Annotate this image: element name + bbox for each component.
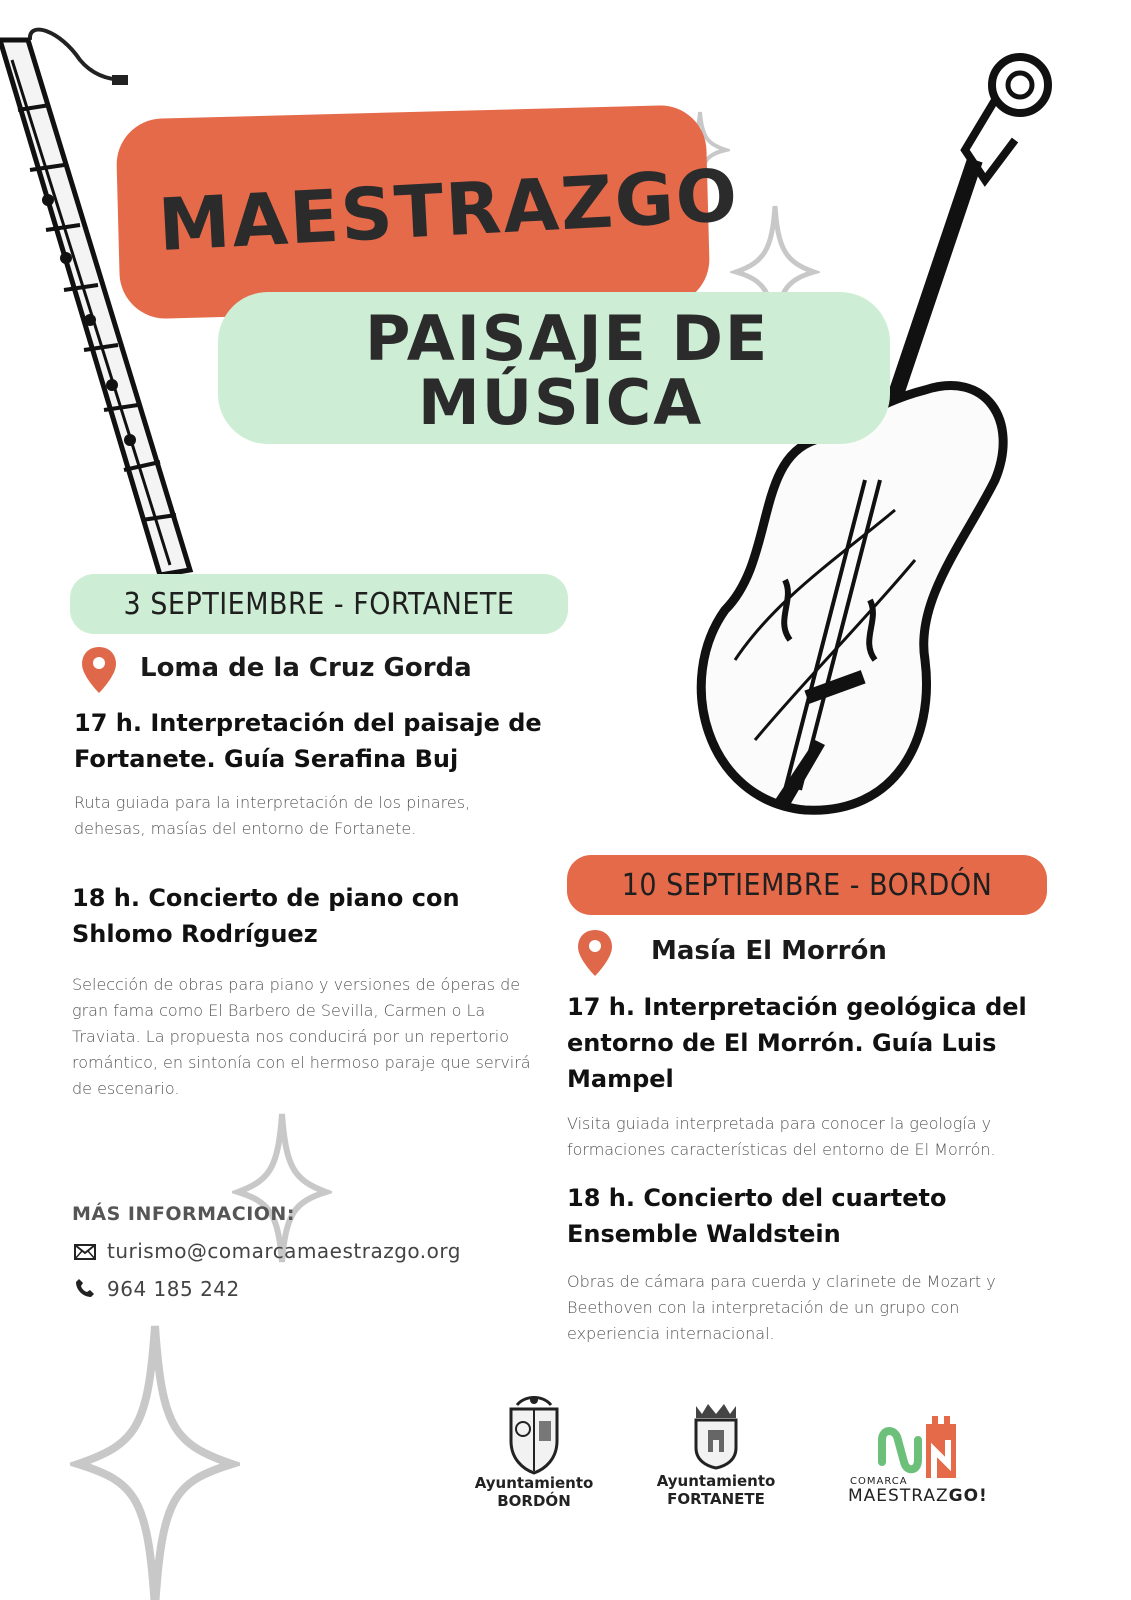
logo-bordon-line2: BORDÓN xyxy=(497,1492,571,1510)
sparkle-icon xyxy=(70,1318,240,1600)
location-pin-icon xyxy=(576,928,614,978)
phone-icon xyxy=(75,1278,95,1298)
event1-item2-description: Selección de obras para piano y versiones de óperas de gran fama como El Barbero de Sevilla, Carmen o La Traviata. La propuesta nos conducirá por un repertorio romántico, en sintonía con el hermoso paraje que servirá de escenario. xyxy=(72,975,531,1098)
logo-comarca-go: GO! xyxy=(948,1486,988,1506)
page-subtitle-line1: PAISAJE DE xyxy=(365,302,770,375)
event2-date-badge: 10 SEPTIEMBRE - BORDÓN xyxy=(567,855,1047,915)
logo-comarca-line2 xyxy=(848,1486,988,1506)
logo-fortanete xyxy=(654,1472,778,1508)
event1-location: Loma de la Cruz Gorda xyxy=(140,653,472,683)
event1-date-badge: 3 SEPTIEMBRE - FORTANETE xyxy=(70,574,568,634)
event2-item1-description: Visita guiada interpretada para conocer la geología y formaciones características del entorno de El Morrón. xyxy=(567,1114,996,1159)
event2-location: Masía El Morrón xyxy=(651,936,887,966)
page-subtitle-line2: MÚSICA xyxy=(418,366,704,439)
location-pin-icon xyxy=(80,645,118,695)
event2-item2-description: Obras de cámara para cuerda y clarinete de Mozart y Beethoven con la interpretación de un grupo con experiencia internacional. xyxy=(567,1272,996,1343)
logo-fortanete-line1: Ayuntamiento xyxy=(656,1472,776,1490)
info-email-link[interactable]: turismo@comarcamaestrazgo.org xyxy=(107,1239,461,1263)
logo-bordon xyxy=(472,1474,596,1510)
mail-icon xyxy=(74,1244,96,1260)
event2-item2-title: 18 h. Concierto del cuarteto Ensemble Waldstein xyxy=(567,1184,947,1248)
logo-comarca-line1: COMARCA xyxy=(850,1476,908,1487)
event1-item1-description: Ruta guiada para la interpretación de los pinares, dehesas, masías del entorno de Fortanete. xyxy=(74,793,471,838)
event2-item1-title: 17 h. Interpretación geológica del entorno de El Morrón. Guía Luis Mampel xyxy=(567,993,1027,1093)
info-phone[interactable]: 964 185 242 xyxy=(107,1277,240,1301)
logo-comarca-word: MAESTRAZ xyxy=(848,1486,949,1506)
event1-item2-title: 18 h. Concierto de piano con Shlomo Rodríguez xyxy=(72,884,460,948)
page-title: MAESTRAZGO xyxy=(156,152,742,268)
event1-item1-title: 17 h. Interpretación del paisaje de Fortanete. Guía Serafina Buj xyxy=(74,709,542,773)
logo-bordon-line1: Ayuntamiento xyxy=(474,1474,594,1492)
logo-fortanete-line2: FORTANETE xyxy=(667,1490,765,1508)
fortanete-coat-of-arms-icon xyxy=(688,1400,744,1470)
info-heading: MÁS INFORMACION: xyxy=(72,1203,295,1225)
comarca-maestrazgo-logo-icon xyxy=(876,1410,962,1480)
bordon-coat-of-arms-icon xyxy=(497,1395,571,1475)
